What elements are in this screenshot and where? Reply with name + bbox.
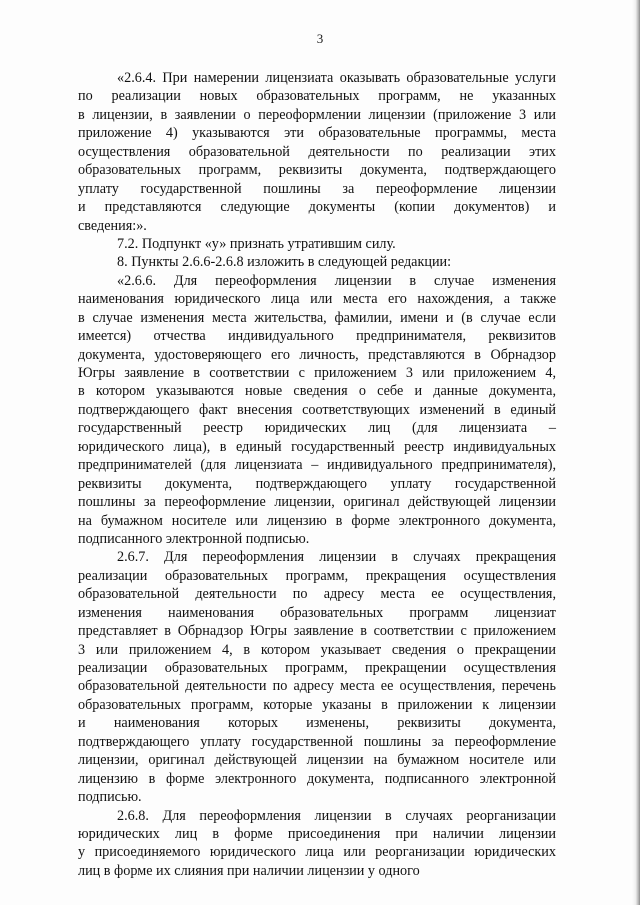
text-line: Югры заявление в соответствии с приложением 3 или приложением 4,: [78, 365, 556, 381]
text-line: образовательной деятельности по адресу места ее осуществления,: [78, 586, 556, 603]
document-body: [78, 69, 556, 880]
text-line: реквизиты документа, подтверждающего уплату государственной: [78, 475, 556, 492]
text-line: имеется) отчества индивидуального предпринимателя, реквизитов: [78, 328, 556, 345]
text-line: представляет в Обрнадзор Югры заявление в соответствии с приложением: [78, 623, 556, 640]
text-line: образовательных программ, которые указаны в приложении к лицензии: [78, 696, 556, 713]
text-line: 3 или приложением 4, в котором указывает сведения о прекращении: [78, 641, 556, 658]
text-line: подтверждающего факт внесения соответствующих изменений в единый: [78, 401, 556, 418]
text-line: по реализации новых образовательных программ, не указанных: [78, 88, 556, 105]
text-line: лицензии, оригинал действующей лицензии на бумажном носителе или: [78, 752, 556, 769]
text-line: наименования юридического лица или места его нахождения, а также: [78, 291, 556, 308]
text-line: образовательных программ, реквизиты документа, подтверждающего: [78, 162, 556, 179]
text-line: подписью.: [78, 789, 142, 806]
paragraph-p-2-6-8: [78, 807, 556, 881]
text-line: предпринимателей (для лицензиата – индивидуального предпринимателя),: [78, 457, 556, 474]
text-line: реализации образовательных программ, прекращении осуществления: [78, 660, 556, 676]
text-line: юридических лиц в форме присоединения при наличии лицензии: [78, 825, 556, 842]
text-line: в лицензии, в заявлении о переоформлении лицензии (приложение 3 или: [78, 106, 556, 123]
text-line: пошлины за переоформление лицензии, оригинал действующей лицензии: [78, 494, 556, 511]
text-line: сведения:».: [78, 217, 147, 234]
text-line: образовательной деятельности по адресу места ее осуществления, перечень: [78, 678, 556, 695]
paragraph-p-8: [78, 253, 556, 271]
text-line: реализации образовательных программ, прекращения осуществления: [78, 567, 556, 584]
text-line: «2.6.6. Для переоформления лицензии в случае изменения: [117, 272, 556, 289]
paragraph-p-2-6-7: [78, 548, 556, 806]
text-line: на бумажном носителе или лицензию в форме электронного документа,: [78, 512, 556, 529]
text-line: документа, удостоверяющего его личность, представляются в Обрнадзор: [78, 346, 556, 363]
text-line: в случае изменения места жительства, фамилии, имени и (в случае если: [78, 309, 556, 326]
paragraph-p-7-2: [78, 235, 556, 253]
paragraph-p-2-6-6: [78, 272, 556, 549]
text-line: «2.6.4. При намерении лицензиата оказывать образовательные услуги: [117, 70, 556, 86]
text-line: 2.6.8. Для переоформления лицензии в случаях реорганизации: [117, 807, 556, 824]
text-line: осуществления образовательной деятельности по реализации этих: [78, 143, 556, 160]
text-line: приложение 4) указываются эти образовательные программы, места: [78, 125, 556, 142]
text-line: лицензию в форме электронного документа, подписанного электронной: [78, 770, 556, 787]
page-number: 3: [316, 31, 324, 46]
text-line: уплату государственной пошлины за переоформление лицензии: [78, 180, 556, 197]
text-line: и представляются следующие документы (копии документов) и: [78, 199, 556, 216]
text-line: у присоединяемого юридического лица или реорганизации юридических: [78, 844, 556, 861]
page-edge-shadow: [632, 0, 640, 905]
text-line: в котором указываются новые сведения о себе и данные документа,: [78, 383, 556, 400]
text-line: юридического лица), в единый государственный реестр индивидуальных: [78, 438, 556, 455]
text-line: 2.6.7. Для переоформления лицензии в случаях прекращения: [117, 549, 556, 566]
text-line: и наименования которых изменены, реквизиты документа,: [78, 715, 556, 732]
text-line: государственный реестр юридических лиц (для лицензиата –: [78, 420, 556, 437]
text-line: 8. Пункты 2.6.6-2.6.8 изложить в следующей редакции:: [117, 254, 452, 271]
text-line: подтверждающего уплату государственной пошлины за переоформление: [78, 733, 556, 750]
text-line: подписанного электронной подписью.: [78, 530, 310, 547]
text-line: изменения наименования образовательных программ лицензиат: [78, 604, 556, 621]
text-line: 7.2. Подпункт «у» признать утратившим силу.: [117, 235, 396, 252]
text-line: лиц в форме их слияния при наличии лицензии у одного: [78, 862, 420, 879]
paragraph-p-2-6-4: [78, 69, 556, 235]
